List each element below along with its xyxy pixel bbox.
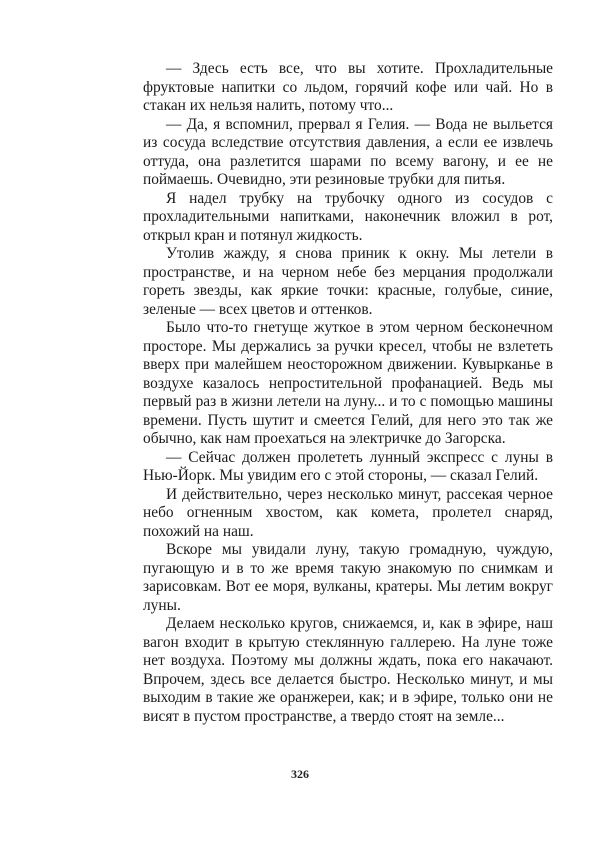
page-number: 326: [291, 767, 309, 781]
paragraph: Делаем несколько кругов, снижаемся, и, как в эфире, наш вагон входит в крытую стеклянную галлерею. На луне тоже нет воздуха. Поэтому мы должны ждать, пока его накачают. Впрочем, здесь все делается быстро. Несколько минут, и мы выходим в такие же оранжереи, как; и в эфире, только они не висят в пустом пространстве, а твердо стоят на земле...: [143, 615, 553, 725]
paragraph: — Сейчас должен пролететь лунный экспресс с луны в Нью-Йорк. Мы увидим его с этой стороны, — сказал Гелий.: [143, 448, 553, 484]
page-text-block: [143, 60, 553, 726]
paragraph: Утолив жажду, я снова приник к окну. Мы летели в пространстве, и на черном небе без мерцания продолжали гореть звезды, как яркие точки: красные, голубые, синие, зеленые — всех цветов и оттенков.: [143, 245, 553, 318]
paragraph: Было что-то гнетуще жуткое в этом черном бесконечном просторе. Мы держались за ручки кресел, чтобы не взлететь вверх при малейшем неосторожном движении. Кувырканье в воздухе казалось непростительной профанацией. Ведь мы первый раз в жизни летели на луну... и то с помощью машины времени. Пусть шутит и смеется Гелий, для него это так же обычно, как нам проехаться на электричке до Загорска.: [143, 319, 553, 447]
paragraph: Я надел трубку на трубочку одного из сосудов с прохладительными напитками, наконечник вложил в рот, открыл кран и потянул жидкость.: [143, 189, 553, 244]
paragraph: Вскоре мы увидали луну, такую громадную, чуждую, пугающую и в то же время такую знакомую по снимкам и зарисовкам. Вот ее моря, вулканы, кратеры. Мы летим вокруг луны.: [143, 541, 553, 614]
paragraph: — Здесь есть все, что вы хотите. Прохладительные фруктовые напитки со льдом, горячий кофе или чай. Но в стакан их нельзя налить, потому что...: [143, 60, 553, 114]
paragraph: И действительно, через несколько минут, рассекая черное небо огненным хвостом, как комета, пролетел снаряд, похожий на наш.: [143, 485, 553, 540]
paragraph: — Да, я вспомнил, прервал я Гелия. — Вода не выльется из сосуда вследствие отсутствия давления, а если ее извлечь оттуда, она разлетится шарами по всему вагону, и ее не поймаешь. Очевидно, эти резиновые трубки для питья.: [143, 115, 553, 188]
